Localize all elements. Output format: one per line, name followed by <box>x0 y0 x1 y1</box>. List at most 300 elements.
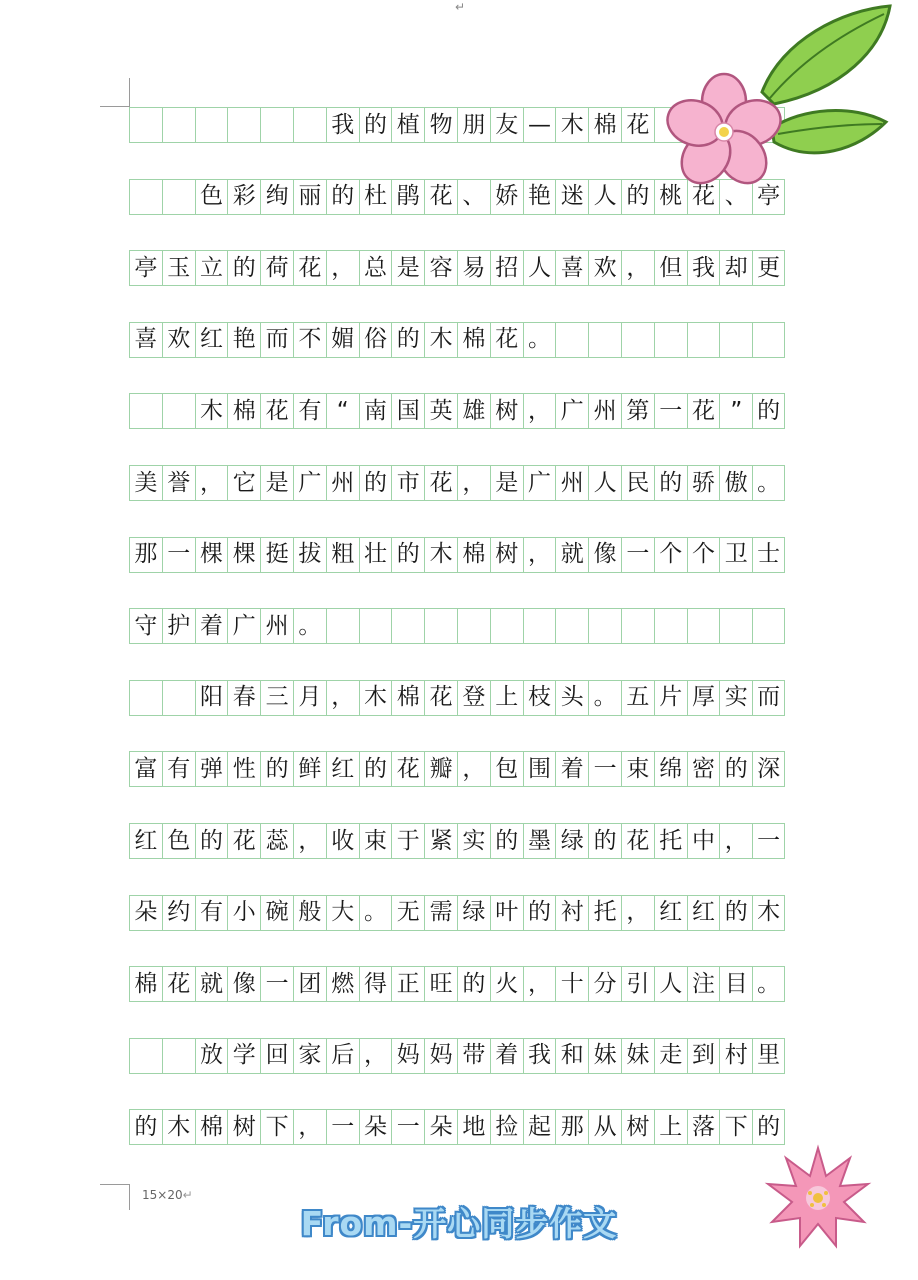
grid-cell: 广 <box>293 465 326 501</box>
grid-cell: 友 <box>490 107 523 143</box>
grid-cell: 般 <box>293 895 326 931</box>
grid-cell: 走 <box>654 1038 687 1074</box>
grid-cell: 州 <box>260 608 293 644</box>
grid-cell: ” <box>719 393 752 429</box>
grid-cell: 州 <box>326 465 359 501</box>
grid-cell: 。 <box>523 322 556 358</box>
text-row <box>129 465 785 501</box>
grid-cell: 的 <box>391 537 424 573</box>
grid-cell: 粗 <box>326 537 359 573</box>
grid-cell: ， <box>195 465 228 501</box>
text-row <box>129 608 785 644</box>
grid-cell: 束 <box>621 751 654 787</box>
grid-cell: 欢 <box>588 250 621 286</box>
grid-cell: 下 <box>260 1109 293 1145</box>
grid-cell: 的 <box>195 823 228 859</box>
grid-cell: 而 <box>260 322 293 358</box>
grid-cell: 拔 <box>293 537 326 573</box>
grid-cell <box>588 608 621 644</box>
grid-cell: 物 <box>424 107 457 143</box>
grid-cell: 月 <box>293 680 326 716</box>
grid-cell: 就 <box>195 966 228 1002</box>
grid-cell: 大 <box>326 895 359 931</box>
grid-cell <box>227 107 260 143</box>
grid-cell: 木 <box>359 680 392 716</box>
grid-cell: 实 <box>457 823 490 859</box>
grid-cell: ， <box>457 465 490 501</box>
grid-cell: 从 <box>588 1109 621 1145</box>
grid-cell: 绿 <box>457 895 490 931</box>
grid-cell: 花 <box>424 465 457 501</box>
grid-cell: 国 <box>391 393 424 429</box>
grid-cell: 它 <box>227 465 260 501</box>
grid-cell: 喜 <box>555 250 588 286</box>
grid-cell: 里 <box>752 1038 785 1074</box>
grid-cell: 五 <box>621 680 654 716</box>
grid-cell: 花 <box>687 393 720 429</box>
grid-cell: 护 <box>162 608 195 644</box>
grid-cell: 而 <box>752 680 785 716</box>
grid-cell: 叶 <box>490 895 523 931</box>
watermark-text: From-开心同步作文 <box>300 1204 618 1243</box>
grid-cell: 有 <box>293 393 326 429</box>
grid-cell: 是 <box>490 465 523 501</box>
grid-cell: 民 <box>621 465 654 501</box>
grid-cell <box>654 322 687 358</box>
grid-cell: 丽 <box>293 179 326 215</box>
grid-cell: 一 <box>162 537 195 573</box>
grid-cell: 棵 <box>195 537 228 573</box>
grid-cell: 州 <box>588 393 621 429</box>
grid-cell: 中 <box>687 823 720 859</box>
grid-cell: 那 <box>129 537 162 573</box>
writing-grid <box>129 107 785 1173</box>
grid-cell: 不 <box>293 322 326 358</box>
grid-cell: 花 <box>260 393 293 429</box>
grid-cell: 棉 <box>457 537 490 573</box>
grid-cell: ， <box>719 823 752 859</box>
grid-cell: 木 <box>162 1109 195 1145</box>
grid-cell: 。 <box>293 608 326 644</box>
grid-cell: 色 <box>162 823 195 859</box>
grid-cell: 花 <box>621 823 654 859</box>
grid-cell: 的 <box>359 751 392 787</box>
text-row <box>129 823 785 859</box>
grid-cell: 一 <box>752 823 785 859</box>
grid-cell: 誉 <box>162 465 195 501</box>
grid-cell: 火 <box>490 966 523 1002</box>
grid-cell <box>687 608 720 644</box>
grid-cell: 花 <box>391 751 424 787</box>
grid-cell <box>391 608 424 644</box>
text-row <box>129 322 785 358</box>
grid-cell: 木 <box>424 322 457 358</box>
grid-cell: 州 <box>555 465 588 501</box>
grid-cell: 红 <box>129 823 162 859</box>
text-row <box>129 966 785 1002</box>
grid-cell: 花 <box>293 250 326 286</box>
grid-cell: 木 <box>752 895 785 931</box>
grid-cell: 朋 <box>457 107 490 143</box>
grid-cell <box>752 608 785 644</box>
grid-cell <box>752 322 785 358</box>
grid-cell: 更 <box>752 250 785 286</box>
grid-cell <box>129 179 162 215</box>
grid-cell: 艳 <box>227 322 260 358</box>
grid-cell: 旺 <box>424 966 457 1002</box>
grid-cell: 棉 <box>129 966 162 1002</box>
grid-cell: 的 <box>457 966 490 1002</box>
grid-cell <box>326 608 359 644</box>
grid-cell: 无 <box>391 895 424 931</box>
grid-cell: 瓣 <box>424 751 457 787</box>
crop-mark-top-left-v <box>129 78 130 107</box>
grid-cell <box>621 322 654 358</box>
grid-cell: 欢 <box>162 322 195 358</box>
grid-cell: 的 <box>260 751 293 787</box>
grid-cell: 包 <box>490 751 523 787</box>
grid-cell: 守 <box>129 608 162 644</box>
grid-cell <box>129 393 162 429</box>
text-row <box>129 250 785 286</box>
grid-cell: 团 <box>293 966 326 1002</box>
crop-mark-top-left-h <box>100 106 129 107</box>
grid-cell: 于 <box>391 823 424 859</box>
grid-cell: 棉 <box>391 680 424 716</box>
grid-cell: ， <box>621 250 654 286</box>
grid-cell: 上 <box>654 1109 687 1145</box>
grid-cell: 花 <box>162 966 195 1002</box>
grid-cell: 深 <box>752 751 785 787</box>
grid-cell: 小 <box>227 895 260 931</box>
grid-cell: 的 <box>719 895 752 931</box>
grid-cell: 玉 <box>162 250 195 286</box>
grid-cell: 绚 <box>260 179 293 215</box>
grid-cell <box>424 608 457 644</box>
grid-cell: 红 <box>195 322 228 358</box>
grid-cell: 放 <box>195 1038 228 1074</box>
grid-cell: 卫 <box>719 537 752 573</box>
grid-cell: 喜 <box>129 322 162 358</box>
grid-cell: 彩 <box>227 179 260 215</box>
grid-cell: 和 <box>555 1038 588 1074</box>
grid-cell: 朵 <box>359 1109 392 1145</box>
grid-cell <box>621 608 654 644</box>
grid-cell: 绿 <box>555 823 588 859</box>
grid-cell: 却 <box>719 250 752 286</box>
grid-cell: 木 <box>555 107 588 143</box>
grid-cell: 登 <box>457 680 490 716</box>
grid-cell: 南 <box>359 393 392 429</box>
grid-cell: 围 <box>523 751 556 787</box>
grid-cell: 美 <box>129 465 162 501</box>
grid-cell: 的 <box>752 1109 785 1145</box>
grid-cell: 引 <box>621 966 654 1002</box>
grid-cell: 约 <box>162 895 195 931</box>
grid-cell: 壮 <box>359 537 392 573</box>
grid-cell: 人 <box>588 179 621 215</box>
grid-cell <box>687 322 720 358</box>
grid-cell: 片 <box>654 680 687 716</box>
grid-cell <box>129 1038 162 1074</box>
grid-cell: 枝 <box>523 680 556 716</box>
grid-cell: 我 <box>687 250 720 286</box>
grid-cell <box>162 1038 195 1074</box>
grid-cell <box>162 107 195 143</box>
grid-cell: ， <box>326 250 359 286</box>
grid-cell: 一 <box>621 537 654 573</box>
grid-cell: 学 <box>227 1038 260 1074</box>
grid-cell: 的 <box>391 322 424 358</box>
grid-cell: 迷 <box>555 179 588 215</box>
grid-cell: “ <box>326 393 359 429</box>
grid-cell: 需 <box>424 895 457 931</box>
grid-cell <box>162 680 195 716</box>
grid-cell: 。 <box>359 895 392 931</box>
grid-cell: 木 <box>195 393 228 429</box>
grid-cell: 花 <box>424 179 457 215</box>
text-row <box>129 680 785 716</box>
grid-cell: 着 <box>195 608 228 644</box>
grid-size-label: 15×20↵ <box>142 1188 193 1202</box>
grid-cell: 收 <box>326 823 359 859</box>
grid-cell: 紧 <box>424 823 457 859</box>
grid-cell: 个 <box>654 537 687 573</box>
grid-cell: 有 <box>162 751 195 787</box>
grid-cell: 着 <box>490 1038 523 1074</box>
grid-cell: 后 <box>326 1038 359 1074</box>
grid-cell: 的 <box>654 465 687 501</box>
grid-cell: 的 <box>719 751 752 787</box>
grid-cell: 、 <box>457 179 490 215</box>
grid-cell: ， <box>457 751 490 787</box>
grid-cell: 。 <box>588 680 621 716</box>
grid-cell <box>719 608 752 644</box>
grid-cell: 着 <box>555 751 588 787</box>
grid-cell: 弹 <box>195 751 228 787</box>
text-row <box>129 1109 785 1145</box>
grid-cell: 市 <box>391 465 424 501</box>
text-row <box>129 895 785 931</box>
grid-cell: 一 <box>326 1109 359 1145</box>
grid-cell <box>260 107 293 143</box>
grid-cell: 实 <box>719 680 752 716</box>
grid-cell: 一 <box>260 966 293 1002</box>
grid-cell: — <box>523 107 556 143</box>
grid-cell: 。 <box>752 966 785 1002</box>
grid-cell: 树 <box>490 393 523 429</box>
grid-cell: 挺 <box>260 537 293 573</box>
grid-cell: 是 <box>260 465 293 501</box>
grid-cell: 厚 <box>687 680 720 716</box>
grid-cell: 花 <box>621 107 654 143</box>
grid-cell: 英 <box>424 393 457 429</box>
grid-cell: 士 <box>752 537 785 573</box>
grid-cell <box>162 393 195 429</box>
grid-cell: 分 <box>588 966 621 1002</box>
grid-cell <box>719 322 752 358</box>
grid-cell: 妹 <box>621 1038 654 1074</box>
grid-cell: 起 <box>523 1109 556 1145</box>
grid-cell: 亭 <box>129 250 162 286</box>
grid-cell <box>588 322 621 358</box>
grid-cell: 红 <box>654 895 687 931</box>
grid-cell: 人 <box>523 250 556 286</box>
grid-cell: 我 <box>326 107 359 143</box>
grid-cell: 广 <box>555 393 588 429</box>
grid-cell: 春 <box>227 680 260 716</box>
grid-cell: 捡 <box>490 1109 523 1145</box>
grid-cell: 朵 <box>129 895 162 931</box>
grid-cell: 我 <box>523 1038 556 1074</box>
grid-cell <box>293 107 326 143</box>
grid-cell: 得 <box>359 966 392 1002</box>
grid-cell: 娇 <box>490 179 523 215</box>
grid-cell: 的 <box>523 895 556 931</box>
grid-cell: 红 <box>687 895 720 931</box>
grid-cell: 人 <box>654 966 687 1002</box>
grid-cell: 三 <box>260 680 293 716</box>
grid-cell <box>195 107 228 143</box>
grid-cell: 傲 <box>719 465 752 501</box>
grid-cell: 棉 <box>588 107 621 143</box>
grid-cell: 头 <box>555 680 588 716</box>
grid-cell: 妈 <box>424 1038 457 1074</box>
grid-cell: 花 <box>687 179 720 215</box>
grid-cell: ， <box>523 966 556 1002</box>
grid-cell <box>359 608 392 644</box>
grid-cell: 富 <box>129 751 162 787</box>
grid-cell: 雄 <box>457 393 490 429</box>
grid-cell: 总 <box>359 250 392 286</box>
pink-flower-decoration <box>760 1142 878 1252</box>
grid-cell: 燃 <box>326 966 359 1002</box>
grid-cell: 的 <box>621 179 654 215</box>
grid-cell: 托 <box>588 895 621 931</box>
grid-cell: 就 <box>555 537 588 573</box>
grid-cell: 树 <box>490 537 523 573</box>
grid-cell: 性 <box>227 751 260 787</box>
grid-cell: 有 <box>195 895 228 931</box>
grid-cell: 的 <box>227 250 260 286</box>
grid-cell: 像 <box>588 537 621 573</box>
grid-cell: ， <box>359 1038 392 1074</box>
grid-cell: 易 <box>457 250 490 286</box>
grid-cell: 红 <box>326 751 359 787</box>
grid-cell: 那 <box>555 1109 588 1145</box>
grid-cell <box>129 107 162 143</box>
grid-cell: 碗 <box>260 895 293 931</box>
grid-cell: 落 <box>687 1109 720 1145</box>
grid-cell: 个 <box>687 537 720 573</box>
grid-cell: 一 <box>391 1109 424 1145</box>
grid-cell: 的 <box>588 823 621 859</box>
text-row <box>129 1038 785 1074</box>
grid-cell: 容 <box>424 250 457 286</box>
grid-cell: 墨 <box>523 823 556 859</box>
grid-cell: ， <box>523 393 556 429</box>
grid-cell: 招 <box>490 250 523 286</box>
grid-cell: 媚 <box>326 322 359 358</box>
grid-cell: 的 <box>359 465 392 501</box>
grid-cell <box>555 608 588 644</box>
grid-cell: 但 <box>654 250 687 286</box>
grid-cell: 。 <box>752 465 785 501</box>
grid-cell: 棵 <box>227 537 260 573</box>
grid-cell: 像 <box>227 966 260 1002</box>
grid-cell: 密 <box>687 751 720 787</box>
grid-cell: 一 <box>654 393 687 429</box>
grid-cell: 艳 <box>523 179 556 215</box>
grid-cell: 目 <box>719 966 752 1002</box>
grid-cell: 鲜 <box>293 751 326 787</box>
grid-cell: 村 <box>719 1038 752 1074</box>
grid-cell: 骄 <box>687 465 720 501</box>
grid-cell: 托 <box>654 823 687 859</box>
grid-cell <box>555 322 588 358</box>
grid-cell: 树 <box>621 1109 654 1145</box>
grid-cell: 妈 <box>391 1038 424 1074</box>
grid-cell: 花 <box>490 322 523 358</box>
grid-cell: 杜 <box>359 179 392 215</box>
grid-cell <box>490 608 523 644</box>
grid-cell: 回 <box>260 1038 293 1074</box>
text-row <box>129 537 785 573</box>
grid-cell: 色 <box>195 179 228 215</box>
grid-cell: ， <box>293 1109 326 1145</box>
grid-cell: 到 <box>687 1038 720 1074</box>
pink-flower-leaves-decoration <box>662 0 918 190</box>
grid-cell: 树 <box>227 1109 260 1145</box>
grid-cell: 、 <box>719 179 752 215</box>
text-row <box>129 751 785 787</box>
grid-cell: 带 <box>457 1038 490 1074</box>
grid-cell: 绵 <box>654 751 687 787</box>
text-row <box>129 393 785 429</box>
grid-cell: 朵 <box>424 1109 457 1145</box>
grid-cell: 亭 <box>752 179 785 215</box>
grid-cell: 鹃 <box>391 179 424 215</box>
grid-cell <box>523 608 556 644</box>
crop-mark-bottom-left-h <box>100 1184 129 1185</box>
grid-cell: 的 <box>752 393 785 429</box>
grid-cell: 第 <box>621 393 654 429</box>
grid-cell: 蕊 <box>260 823 293 859</box>
grid-cell: 地 <box>457 1109 490 1145</box>
grid-cell <box>162 179 195 215</box>
grid-cell: 荷 <box>260 250 293 286</box>
grid-cell: 的 <box>129 1109 162 1145</box>
grid-cell: ， <box>621 895 654 931</box>
grid-cell: 阳 <box>195 680 228 716</box>
grid-cell: 束 <box>359 823 392 859</box>
grid-cell: 十 <box>555 966 588 1002</box>
grid-cell: 衬 <box>555 895 588 931</box>
grid-cell: 妹 <box>588 1038 621 1074</box>
grid-cell: 下 <box>719 1109 752 1145</box>
grid-cell: 上 <box>490 680 523 716</box>
grid-cell: 注 <box>687 966 720 1002</box>
grid-cell <box>457 608 490 644</box>
grid-cell: 家 <box>293 1038 326 1074</box>
grid-cell: 棉 <box>195 1109 228 1145</box>
grid-cell: ， <box>523 537 556 573</box>
grid-cell: 人 <box>588 465 621 501</box>
grid-cell <box>129 680 162 716</box>
grid-cell: 广 <box>523 465 556 501</box>
grid-cell: 的 <box>326 179 359 215</box>
paragraph-mark-icon: ↵ <box>455 0 466 14</box>
